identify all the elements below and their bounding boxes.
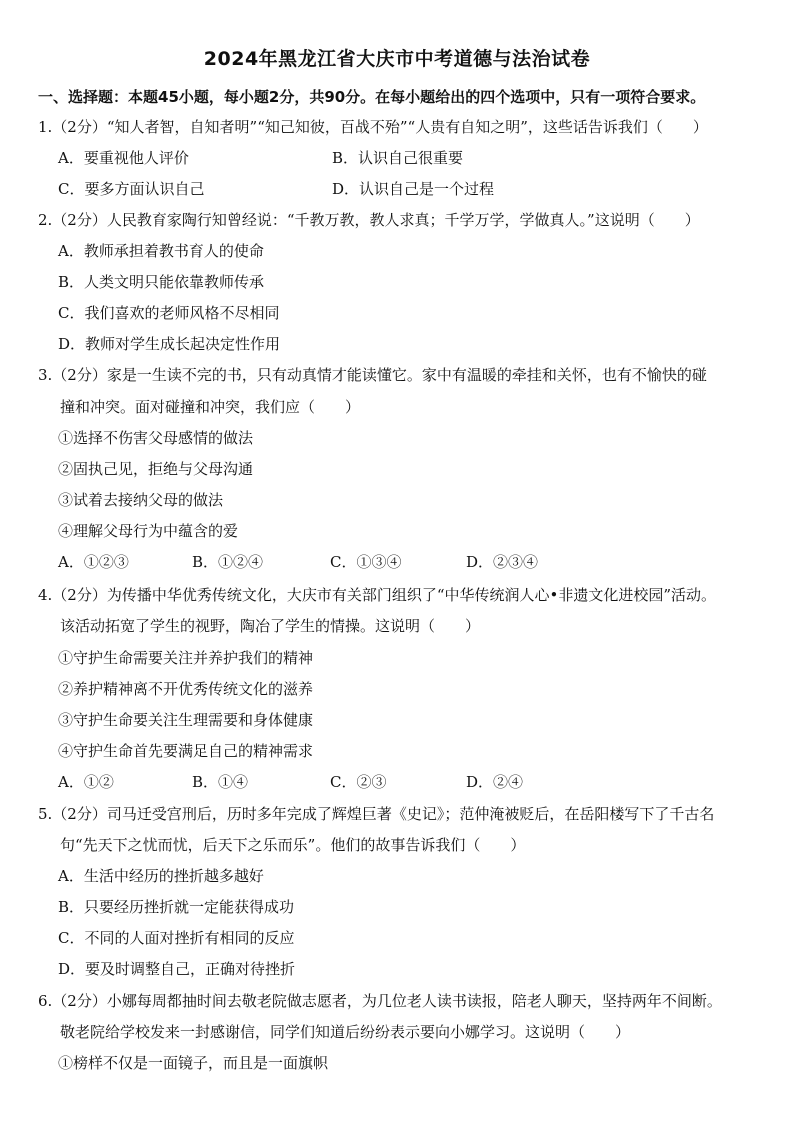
question-6-stem-line-2: 敬老院给学校发来一封感谢信，同学们知道后纷纷表示要向小娜学习。这说明（ ）: [60, 1023, 631, 1041]
section-heading: 一、选择题：本题45小题，每小题2分，共90分。在每小题给出的四个选项中，只有一项符合要求。: [38, 88, 706, 106]
q3-option-b: B．①②④: [192, 553, 264, 571]
q2-option-d: D．教师对学生成长起决定性作用: [58, 335, 281, 353]
q4-statement-4: ④守护生命首先要满足自己的精神需求: [58, 742, 314, 760]
exam-title: 2024年黑龙江省大庆市中考道德与法治试卷: [203, 48, 591, 70]
q5-option-d: D．要及时调整自己，正确对待挫折: [58, 960, 296, 978]
q4-option-d: D．②④: [466, 773, 524, 791]
question-5-stem-line-2: 句“先天下之忧而忧，后天下之乐而乐”。他们的故事告诉我们（ ）: [60, 836, 526, 854]
question-1-stem: 1.（2分）“知人者智，自知者明”“知己知彼，百战不殆”“人贵有自知之明”，这些话告诉我们（ ）: [38, 118, 708, 136]
question-3-stem-line-2: 撞和冲突。面对碰撞和冲突，我们应（ ）: [60, 398, 361, 416]
q2-option-a: A．教师承担着教书育人的使命: [58, 242, 264, 260]
q5-option-a: A．生活中经历的挫折越多越好: [58, 867, 264, 885]
question-4-stem-line-2: 该活动拓宽了学生的视野，陶冶了学生的情操。这说明（ ）: [60, 617, 481, 635]
q3-option-a: A．①②③: [58, 553, 129, 571]
q4-option-a: A．①②: [58, 773, 114, 791]
q4-statement-1: ①守护生命需要关注并养护我们的精神: [58, 649, 314, 667]
q4-option-c: C．②③: [330, 773, 387, 791]
question-5-stem-line-1: 5.（2分）司马迁受宫刑后，历时多年完成了辉煌巨著《史记》；范仲淹被贬后，在岳阳楼写下了千古名: [38, 805, 715, 823]
q1-option-c: C．要多方面认识自己: [58, 180, 205, 198]
q3-statement-3: ③试着去接纳父母的做法: [58, 491, 224, 509]
q1-option-b: B．认识自己很重要: [332, 149, 464, 167]
q1-option-d: D．认识自己是一个过程: [332, 180, 495, 198]
q3-option-d: D．②③④: [466, 553, 539, 571]
q2-option-b: B．人类文明只能依靠教师传承: [58, 273, 265, 291]
q1-option-a: A．要重视他人评价: [58, 149, 189, 167]
question-2-stem: 2.（2分）人民教育家陶行知曾经说：“千教万教，教人求真；千学万学，学做真人。”这说明（ ）: [38, 211, 700, 229]
q4-statement-2: ②养护精神离不开优秀传统文化的滋养: [58, 680, 314, 698]
question-6-stem-line-1: 6.（2分）小娜每周都抽时间去敬老院做志愿者，为几位老人读书读报，陪老人聊天，坚持两年不间断。: [38, 992, 722, 1010]
question-4-stem-line-1: 4.（2分）为传播中华优秀传统文化，大庆市有关部门组织了“中华传统润人心•非遗文化进校园”活动。: [38, 586, 717, 604]
q6-statement-1: ①榜样不仅是一面镜子，而且是一面旗帜: [58, 1054, 329, 1072]
q5-option-c: C．不同的人面对挫折有相同的反应: [58, 929, 295, 947]
q5-option-b: B．只要经历挫折就一定能获得成功: [58, 898, 295, 916]
q2-option-c: C．我们喜欢的老师风格不尽相同: [58, 304, 280, 322]
q3-statement-1: ①选择不伤害父母感情的做法: [58, 429, 254, 447]
question-3-stem-line-1: 3.（2分）家是一生读不完的书，只有动真情才能读懂它。家中有温暖的牵挂和关怀，也有不愉快的碰: [38, 366, 707, 384]
q4-option-b: B．①④: [192, 773, 249, 791]
q3-statement-4: ④理解父母行为中蕴含的爱: [58, 522, 239, 540]
q4-statement-3: ③守护生命要关注生理需要和身体健康: [58, 711, 314, 729]
q3-option-c: C．①③④: [330, 553, 402, 571]
q3-statement-2: ②固执己见，拒绝与父母沟通: [58, 460, 254, 478]
